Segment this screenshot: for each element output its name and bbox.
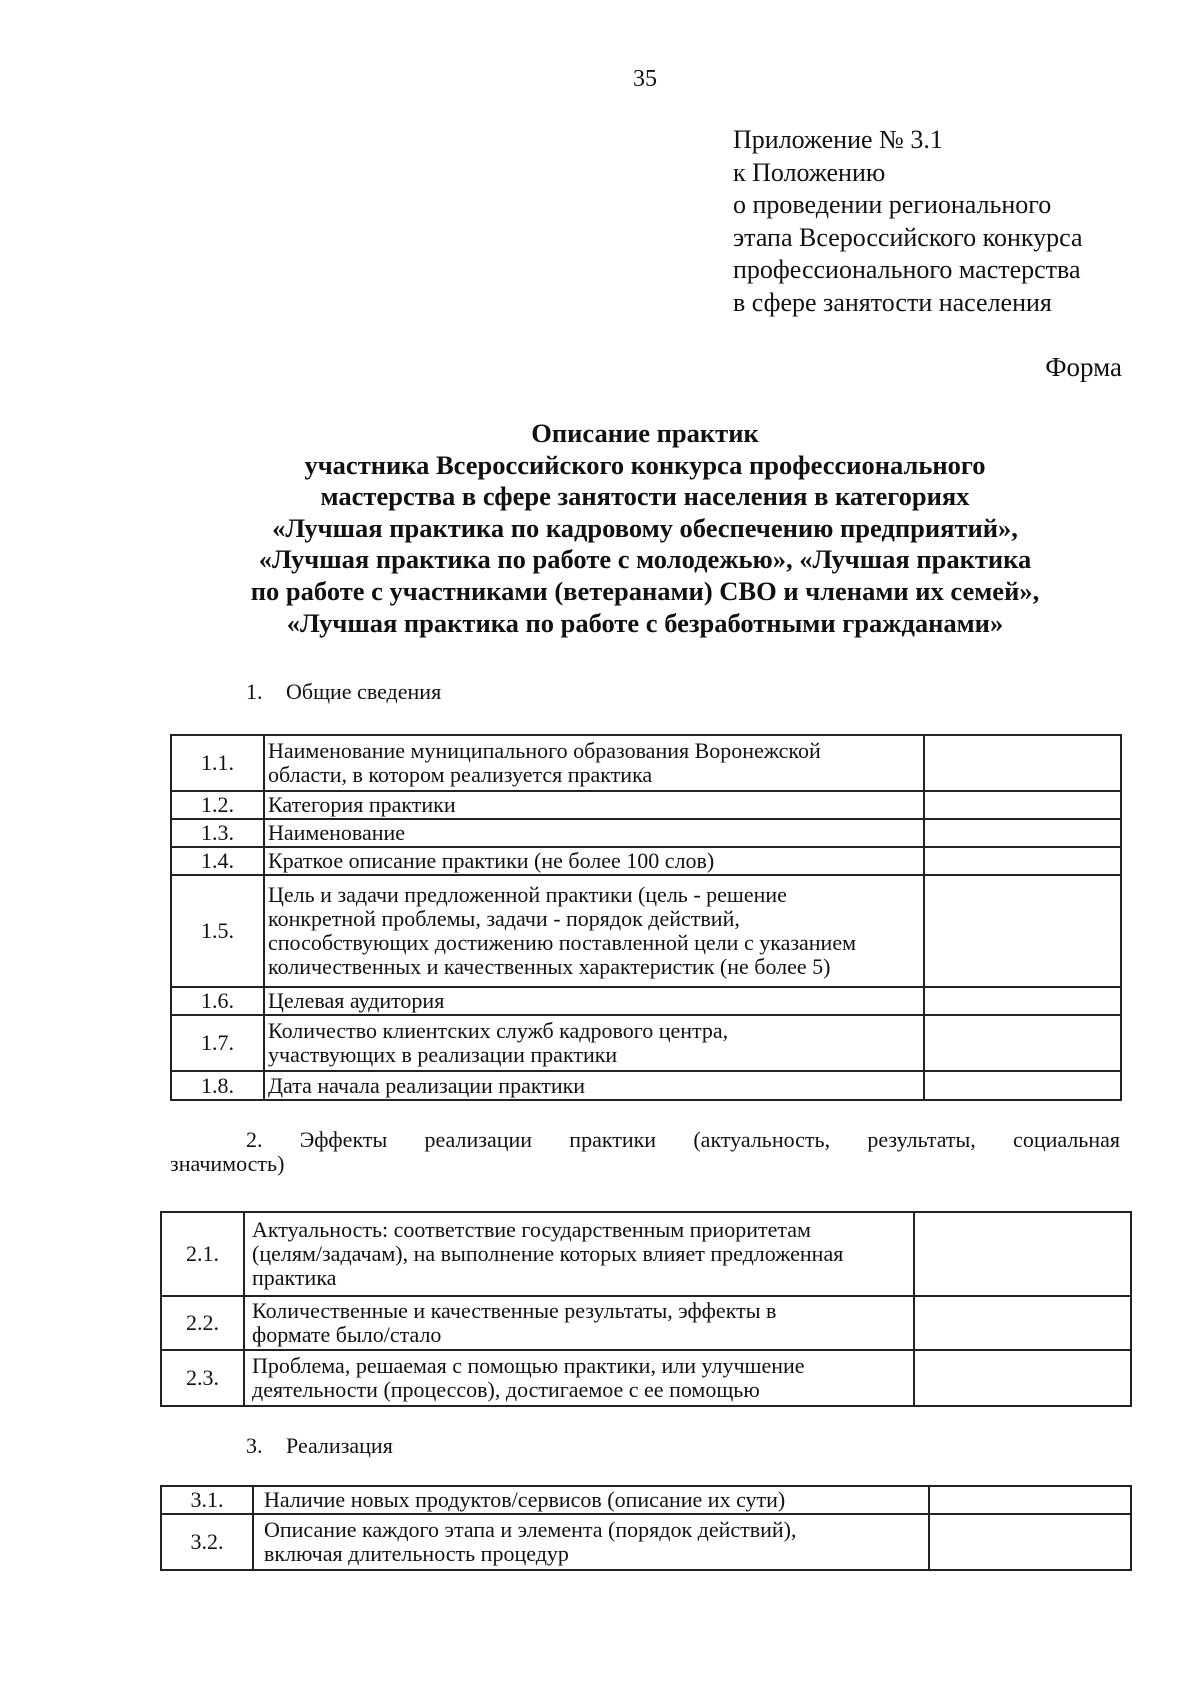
row-number: 1.1.: [171, 735, 264, 791]
row-label-line: Наименование муниципального образования Воронежской: [268, 738, 821, 763]
title-line: «Лучшая практика по кадровому обеспечению предприятий»,: [272, 512, 1018, 543]
row-label: [244, 1212, 914, 1296]
table-row: [161, 1514, 1131, 1570]
value-cell[interactable]: [924, 735, 1121, 791]
section-title: Общие сведения: [286, 679, 442, 704]
row-label-line: области, в котором реализуется практика: [268, 762, 653, 787]
row-label-line: Проблема, решаемая с помощью практики, или улучшение: [252, 1353, 805, 1378]
document-title: [100, 418, 1190, 639]
row-label-line: Наличие новых продуктов/сервисов (описание их сути): [264, 1487, 786, 1512]
row-number: 3.1.: [161, 1486, 253, 1514]
row-number: 1.7.: [171, 1015, 264, 1071]
section-1-table: [170, 734, 1122, 1101]
row-label: [244, 1350, 914, 1406]
form-label: Форма: [1045, 352, 1122, 382]
row-number: 1.3.: [171, 819, 264, 847]
title-line: «Лучшая практика по работе с безработными гражданами»: [286, 607, 1004, 638]
value-cell[interactable]: [914, 1212, 1131, 1296]
value-cell[interactable]: [914, 1350, 1131, 1406]
value-cell[interactable]: [924, 791, 1121, 819]
row-label-line: (целям/задачам), на выполнение которых влияет предложенная: [252, 1241, 844, 1266]
table-row: [171, 1015, 1121, 1071]
row-label: [253, 1486, 929, 1514]
appendix-line: Приложение № 3.1: [733, 125, 943, 154]
table-row: [171, 791, 1121, 819]
row-label-line: практика: [252, 1265, 337, 1290]
section-3-heading: [246, 1433, 393, 1459]
row-label-line: Цель и задачи предложенной практики (цель - решение: [268, 882, 787, 907]
row-label-line: Актуальность: соответствие государственным приоритетам: [252, 1217, 811, 1242]
row-number: 1.8.: [171, 1071, 264, 1100]
row-label-line: формате было/стало: [252, 1322, 442, 1347]
row-number: 1.4.: [171, 847, 264, 875]
row-label-line: способствующих достижению поставленной цели с указанием: [268, 930, 857, 955]
row-label-line: Количество клиентских служб кадрового центра,: [268, 1018, 729, 1043]
section-number: 3.: [246, 1433, 263, 1458]
value-cell[interactable]: [924, 1015, 1121, 1071]
row-number: 1.6.: [171, 987, 264, 1015]
row-label: [264, 791, 924, 819]
row-number: 3.2.: [161, 1514, 253, 1570]
row-label-line: конкретной проблемы, задачи - порядок действий,: [268, 906, 740, 931]
table-row: [161, 1212, 1131, 1296]
section-3-table: [160, 1485, 1132, 1571]
title-line: Описание практик: [531, 418, 759, 448]
row-label: [244, 1296, 914, 1350]
section-1-heading: [246, 679, 441, 705]
table-row: [171, 735, 1121, 791]
row-number: 1.5.: [171, 875, 264, 987]
row-label: [264, 875, 924, 987]
appendix-line: профессионального мастерства: [733, 255, 1081, 284]
table-row: [161, 1350, 1131, 1406]
value-cell[interactable]: [924, 987, 1121, 1015]
appendix-line: этапа Всероссийского конкурса: [733, 222, 1083, 252]
row-label-line: Целевая аудитория: [268, 988, 445, 1013]
title-line: мастерства в сфере занятости населения в категориях: [320, 481, 970, 512]
section-2-heading: [170, 1128, 1120, 1176]
section-number: 1.: [246, 679, 263, 704]
table-row: [161, 1296, 1131, 1350]
value-cell[interactable]: [929, 1486, 1131, 1514]
row-label-line: Дата начала реализации практики: [268, 1072, 586, 1098]
row-label-line: Описание каждого этапа и элемента (порядок действий),: [264, 1517, 797, 1542]
row-label: [264, 847, 924, 875]
table-row: [171, 987, 1121, 1015]
value-cell[interactable]: [924, 847, 1121, 875]
row-number: 2.2.: [161, 1296, 244, 1350]
row-label: [264, 1015, 924, 1071]
table-row: [171, 847, 1121, 875]
row-label-line: количественных и качественных характеристик (не более 5): [268, 954, 831, 979]
value-cell[interactable]: [914, 1296, 1131, 1350]
appendix-line: о проведении регионального: [733, 190, 1052, 219]
title-line: участника Всероссийского конкурса профессионального: [304, 449, 986, 480]
table-row: [161, 1486, 1131, 1514]
row-label-line: Краткое описание практики (не более 100 слов): [268, 848, 715, 873]
title-line: «Лучшая практика по работе с молодежью», «Лучшая практика: [258, 544, 1032, 575]
section-heading-line: значимость): [170, 1151, 285, 1176]
value-cell[interactable]: [929, 1514, 1131, 1570]
row-label: [264, 987, 924, 1015]
page-number: 35: [633, 66, 657, 92]
value-cell[interactable]: [924, 1071, 1121, 1100]
row-label: [253, 1514, 929, 1570]
row-label-line: Наименование: [268, 820, 406, 845]
row-label: [264, 735, 924, 791]
row-number: 2.1.: [161, 1212, 244, 1296]
row-label-line: деятельности (процессов), достигаемое с ее помощью: [252, 1377, 760, 1402]
row-number: 2.3.: [161, 1350, 244, 1406]
table-row: [171, 1071, 1121, 1100]
row-label-line: Категория практики: [268, 792, 456, 817]
row-label-line: Количественные и качественные результаты, эффекты в: [252, 1298, 777, 1323]
row-label: [264, 1071, 924, 1100]
row-label-line: участвующих в реализации практики: [268, 1042, 618, 1067]
value-cell[interactable]: [924, 875, 1121, 987]
row-label: [264, 819, 924, 847]
section-2-table: [160, 1211, 1132, 1407]
section-heading-line: 2. Эффекты реализации практики (актуальность, результаты, социальная: [246, 1127, 1120, 1152]
appendix-line: в сфере занятости населения: [733, 287, 1052, 317]
appendix-header: [733, 124, 1083, 319]
table-row: [171, 819, 1121, 847]
value-cell[interactable]: [924, 819, 1121, 847]
row-number: 1.2.: [171, 791, 264, 819]
row-label-line: включая длительность процедур: [264, 1541, 569, 1566]
table-row: [171, 875, 1121, 987]
section-title: Реализация: [286, 1433, 393, 1458]
appendix-line: к Положению: [733, 157, 886, 187]
title-line: по работе с участниками (ветеранами) СВО и членами их семей»,: [250, 575, 1040, 606]
